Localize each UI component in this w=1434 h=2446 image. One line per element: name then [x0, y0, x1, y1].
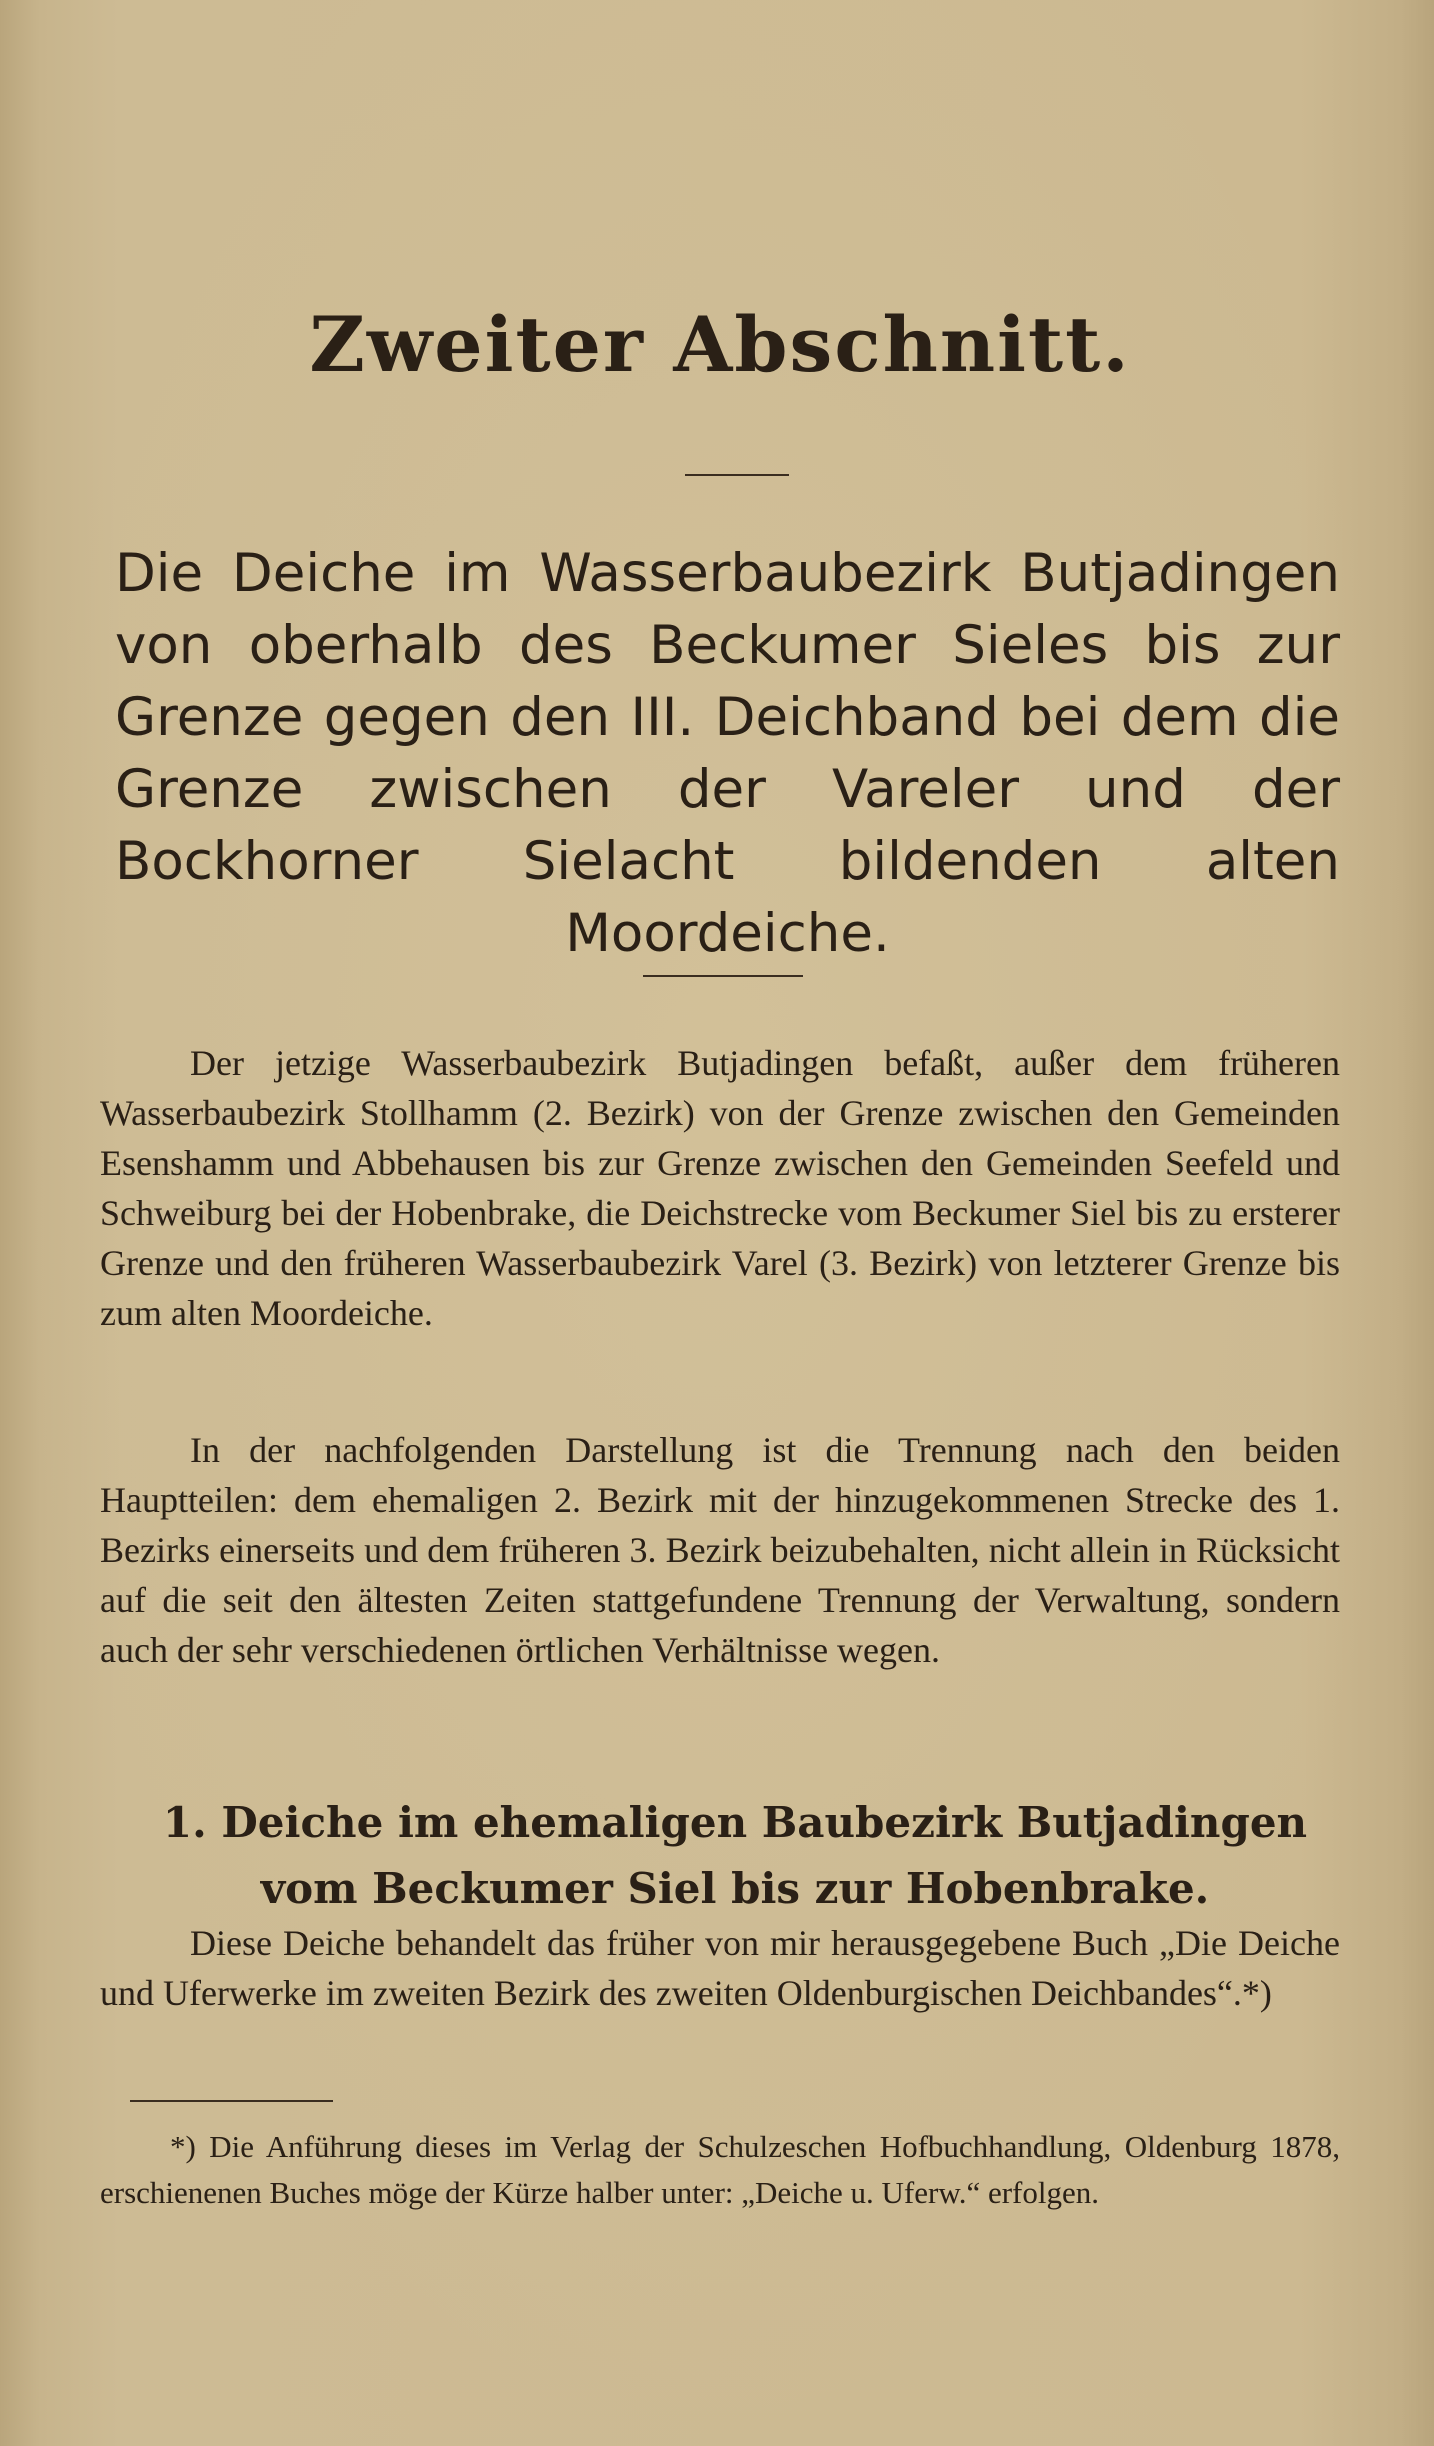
- paragraph-3: Diese Deiche behandelt das früher von mir herausgegebene Buch „Die Deiche und Uferwerke im zweiten Bezirk des zweiten Oldenburgischen Deichbandes“.*): [100, 1923, 1340, 2013]
- footnote-divider: [130, 2100, 333, 2102]
- section-subtitle: Die Deiche im Wasserbaubezirk Butjadingen von oberhalb des Beckumer Sieles bis zur Grenze gegen den III. Deichband bei dem die Grenze zwischen der Vareler und der Bockhorner Sielacht bildenden alten Moordeiche.: [115, 543, 1340, 964]
- paragraph-1: Der jetzige Wasserbaubezirk Butjadingen befaßt, außer dem früheren Wasserbaubezirk Stollhamm (2. Bezirk) von der Grenze zwischen den Gemeinden Esenshamm und Abbehausen bis zur Grenze zwischen den Gemeinden Seefeld und Schweiburg bei der Hobenbrake, die Deichstrecke vom Beckumer Siel bis zu ersterer Grenze und den früheren Wasserbaubezirk Varel (3. Bezirk) von letzterer Grenze bis zum alten Moordeiche.: [100, 1043, 1340, 1333]
- footnote: *) Die Anführung dieses im Verlag der Schulzeschen Hofbuchhandlung, Oldenburg 1878, erschienenen Buches möge der Kürze halber unter: „Deiche u. Uferw.“ erfolgen.: [100, 2129, 1340, 2210]
- subtitle-divider: [643, 975, 803, 977]
- subsection-heading: 1. Deiche im ehemaligen Baubezirk Butjadingen vom Beckumer Siel bis zur Hobenbrake.: [162, 1798, 1308, 1913]
- section-title: Zweiter Abschnitt.: [309, 300, 1131, 389]
- paragraph-2: In der nachfolgenden Darstellung ist die Trennung nach den beiden Hauptteilen: dem ehemaligen 2. Bezirk mit der hinzugekommenen Strecke des 1. Bezirks einerseits und dem früheren 3. Bezirk beizubehalten, nicht allein in Rücksicht auf die seit den ältesten Zeiten stattgefundene Trennung der Verwaltung, sondern auch der sehr verschiedenen örtlichen Verhältnisse wegen.: [100, 1430, 1340, 1670]
- title-divider: [685, 474, 789, 476]
